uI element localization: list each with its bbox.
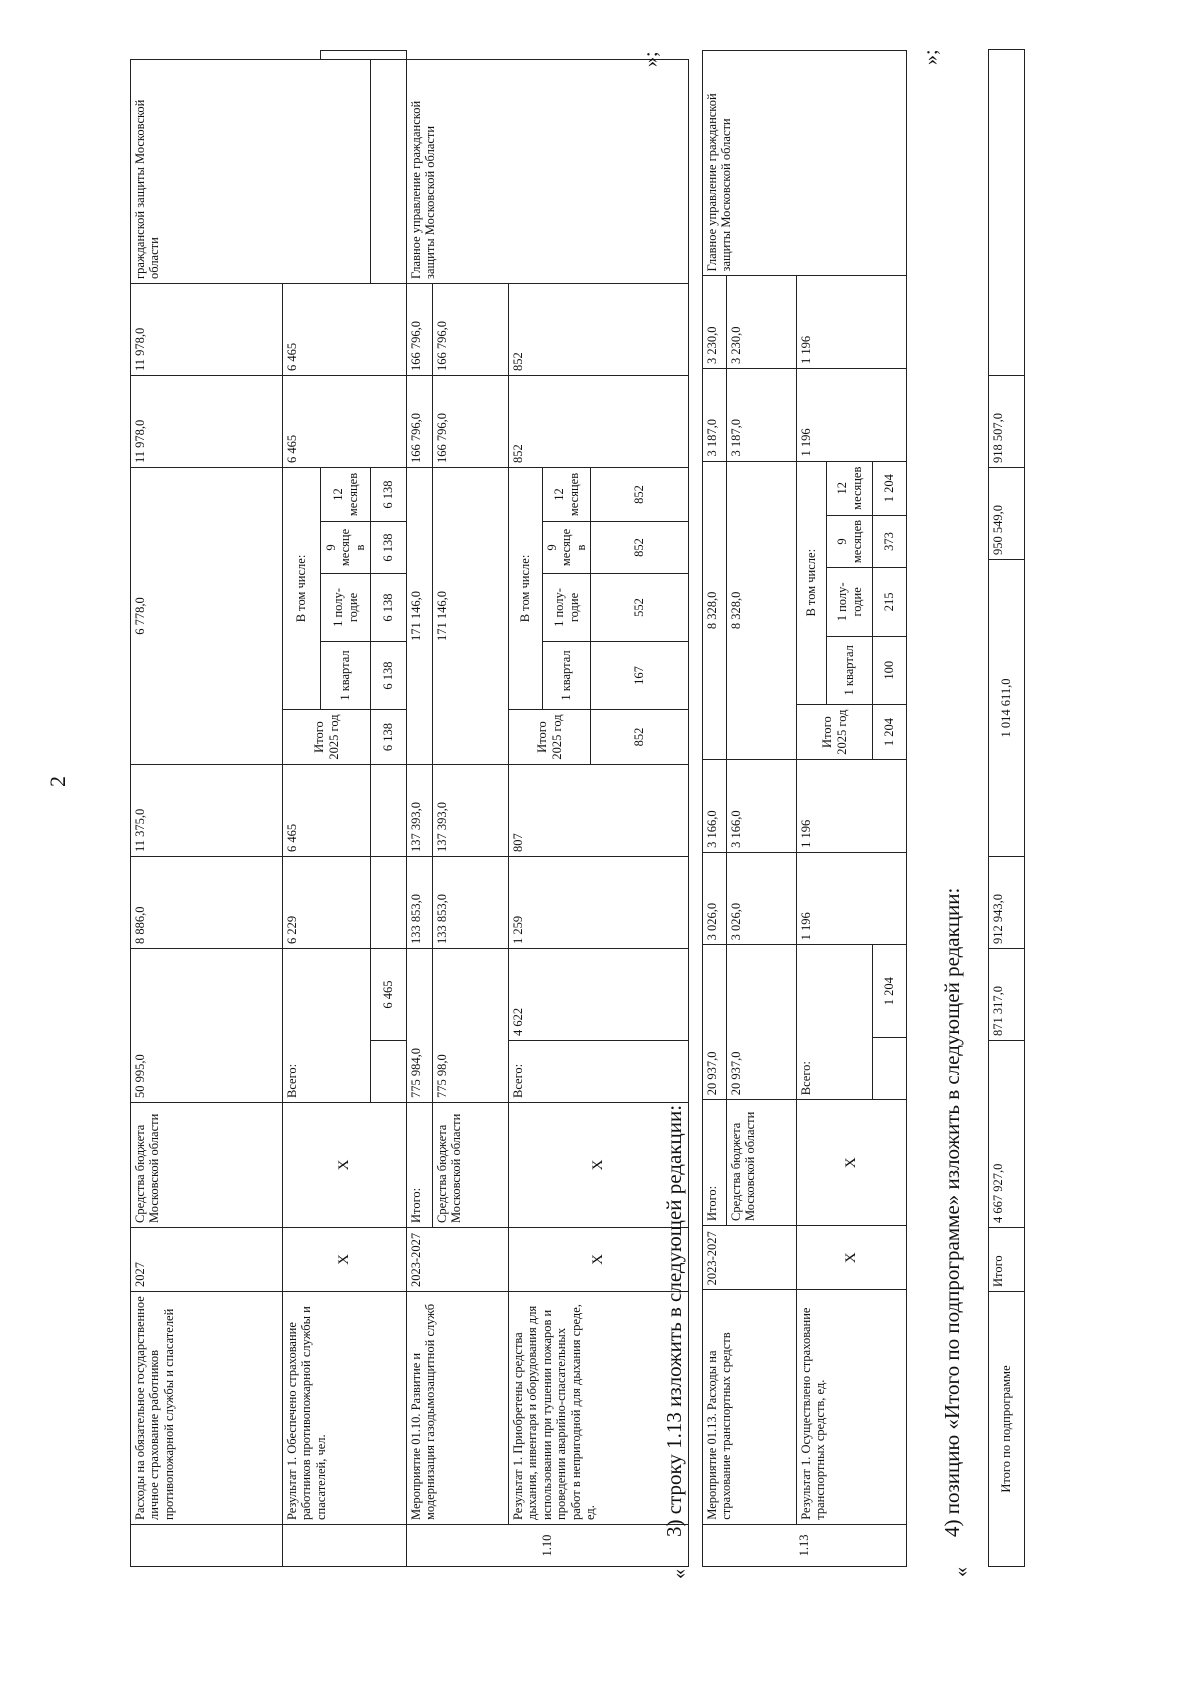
- value-2024: 133 853,0: [433, 857, 509, 949]
- result-2027: 6 465: [283, 375, 407, 467]
- value-2024: 3 026,0: [703, 852, 727, 945]
- q2-value: 552: [591, 574, 689, 642]
- source-cell: Средства бюджета Московской области: [131, 1103, 283, 1228]
- vtom-header: В том числе:: [283, 467, 321, 709]
- itogo-header: Итого 2025 год: [283, 710, 371, 765]
- total-sum: 4 667 927,0: [989, 1041, 1025, 1228]
- value-2025: 3 166,0: [727, 760, 797, 853]
- value-2026: 8 328,0: [727, 461, 797, 760]
- vtom-header: В том числе:: [797, 461, 827, 704]
- value-2026: 8 328,0: [703, 461, 727, 760]
- itogo-value: 852: [591, 710, 689, 765]
- q4-header: 12 месяцев: [543, 467, 591, 521]
- section-4-heading: 4) позицию «Итого по подпрограмме» изложить в следующей редакции:: [940, 887, 964, 1537]
- year-cell: 2023-2027: [703, 1226, 797, 1290]
- value-2027: 3 187,0: [703, 369, 727, 462]
- table-row: [989, 50, 1025, 1567]
- result-2025: 1 196: [797, 760, 907, 853]
- row-number: 1.10: [407, 1525, 689, 1567]
- value-total: 50 995,0: [131, 949, 283, 1103]
- itogo-label: Итого: [989, 1228, 1025, 1292]
- itogo-value: 1 204: [873, 704, 907, 759]
- q4-value: 852: [591, 467, 689, 521]
- year-cell: 2027: [131, 1228, 283, 1292]
- page-number: 2: [45, 776, 70, 787]
- x-mark: X: [509, 1103, 689, 1228]
- subprogram-total-label: Итого по подпрограмме: [989, 1292, 1025, 1567]
- x-mark: X: [797, 1226, 907, 1290]
- quote-open: «: [950, 1567, 972, 1577]
- value-total: 775 98,0: [433, 949, 509, 1103]
- value-2024: 8 886,0: [131, 857, 283, 949]
- q3-header: 9 месяцев: [827, 515, 873, 567]
- q4-value: 6 138: [371, 467, 407, 521]
- executor-cell: гражданской защиты Московской области: [131, 59, 371, 283]
- value-2026: 6 778,0: [131, 467, 283, 764]
- program-table-2: [702, 50, 907, 1567]
- row-number: 1.13: [703, 1524, 907, 1566]
- value-2028: 166 796,0: [407, 283, 433, 375]
- q1-value: 6 138: [371, 642, 407, 710]
- source-cell: Средства бюджета Московской области: [727, 1100, 797, 1226]
- q2-header: 1 полу-годие: [543, 574, 591, 642]
- value-2026: 171 146,0: [433, 467, 509, 764]
- value-total: 775 984,0: [407, 949, 433, 1103]
- total-value: 4 622: [509, 949, 689, 1041]
- quote-close: »;: [640, 51, 662, 67]
- value-2025: 3 166,0: [703, 760, 727, 853]
- quote-close: »;: [920, 49, 942, 65]
- result-name: Результат 1. Приобретены средства дыхания, инвентаря и оборудования для использовании при тушении пожаров и проведении аварийно-спасательных работ в непригодной для дыхания среде, ед.: [509, 1292, 689, 1525]
- vtom-header: В том числе:: [509, 467, 543, 709]
- year-cell: 2023-2027: [407, 1228, 509, 1292]
- value-2025: 11 375,0: [131, 765, 283, 857]
- program-table-1: [130, 50, 689, 1567]
- table-row: [407, 51, 433, 1567]
- result-name: Результат 1. Осуществлено страхование транспортных средств, ед.: [797, 1290, 907, 1524]
- x-mark: X: [797, 1100, 907, 1226]
- executor-cell: Главное управление гражданской защиты Московской области: [407, 59, 689, 283]
- table-row: [131, 51, 283, 1567]
- value-2024: 133 853,0: [407, 857, 433, 949]
- q3-header: 9 месяцев: [321, 522, 371, 574]
- total-2024: 871 317,0: [989, 949, 1025, 1041]
- total-value: 1 204: [873, 945, 907, 1038]
- value-2025: 137 393,0: [407, 765, 433, 857]
- q2-value: 215: [873, 568, 907, 636]
- value-2028: 11 978,0: [131, 283, 283, 375]
- expense-name: Расходы на обязательное государственное личное страхование работников противопожарной службы и спасателей: [131, 1292, 283, 1525]
- value-2025: 137 393,0: [433, 765, 509, 857]
- value-2028: 166 796,0: [433, 283, 509, 375]
- result-2024: 6 229: [283, 857, 371, 949]
- q4-header: 12 месяцев: [827, 461, 873, 515]
- q2-header: 1 полу-годие: [321, 574, 371, 642]
- q1-value: 167: [591, 642, 689, 710]
- total-label: Всего:: [797, 945, 873, 1100]
- value-2027: 11 978,0: [131, 375, 283, 467]
- result-name: Результат 1. Обеспечено страхование работников противопожарной службы и спасателей, чел.: [283, 1292, 407, 1525]
- x-mark: X: [283, 1228, 407, 1292]
- q3-header: 9 месяцев: [543, 522, 591, 574]
- q4-header: 12 месяцев: [321, 467, 371, 521]
- event-name: Мероприятие 01.13. Расходы на страхование транспортных средств: [703, 1290, 797, 1524]
- itogo-header: Итого 2025 год: [509, 710, 591, 765]
- total-2027: 950 549,0: [989, 468, 1025, 560]
- result-2024: 1 196: [797, 852, 907, 945]
- value-2027: 166 796,0: [407, 375, 433, 467]
- q1-value: 100: [873, 636, 907, 704]
- total-2028: 918 507,0: [989, 376, 1025, 468]
- q1-header: 1 квартал: [321, 642, 371, 710]
- value-total: 20 937,0: [703, 945, 727, 1100]
- total-value: 6 465: [371, 949, 407, 1041]
- total-label: Всего:: [509, 1041, 689, 1103]
- value-2026: 171 146,0: [407, 467, 433, 764]
- source-cell: Средства бюджета Московской области: [433, 1103, 509, 1228]
- value-2024: 3 026,0: [727, 852, 797, 945]
- result-2025: 6 465: [283, 765, 371, 857]
- quote-open: «: [668, 1569, 690, 1579]
- section-3-heading: 3) строку 1.13 изложить в следующей редакции:: [662, 1104, 686, 1537]
- result-2028: 852: [509, 283, 689, 375]
- q3-value: 373: [873, 515, 907, 567]
- executor-cell: Главное управление гражданской защиты Московской области: [703, 51, 907, 276]
- subprogram-total-table: [988, 49, 1025, 1567]
- itogo-value: 6 138: [371, 710, 407, 765]
- q3-value: 852: [591, 522, 689, 574]
- result-2025: 807: [509, 765, 689, 857]
- itogo-label: Итого:: [407, 1103, 433, 1228]
- table-row: [703, 51, 727, 1567]
- event-name: Мероприятие 01.10. Развитие и модернизация газодымозащитной служб: [407, 1292, 509, 1525]
- q2-value: 6 138: [371, 574, 407, 642]
- result-2028: 6 465: [283, 283, 407, 375]
- value-2027: 166 796,0: [433, 375, 509, 467]
- total-2025: 912 943,0: [989, 857, 1025, 949]
- itogo-header: Итого 2025 год: [797, 704, 873, 759]
- q2-header: 1 полу-годие: [827, 568, 873, 636]
- total-label: Всего:: [283, 949, 371, 1103]
- x-mark: X: [283, 1103, 407, 1228]
- value-total: 20 937,0: [727, 945, 797, 1100]
- x-mark: X: [509, 1228, 689, 1292]
- result-2027: 852: [509, 375, 689, 467]
- result-2028: 1 196: [797, 276, 907, 369]
- q4-value: 1 204: [873, 461, 907, 515]
- value-2027: 3 187,0: [727, 369, 797, 462]
- q3-value: 6 138: [371, 522, 407, 574]
- result-2027: 1 196: [797, 369, 907, 462]
- table-row: [797, 51, 827, 1567]
- result-2024: 1 259: [509, 857, 689, 949]
- q1-header: 1 квартал: [543, 642, 591, 710]
- value-2028: 3 230,0: [703, 276, 727, 369]
- total-2026: 1 014 611,0: [989, 560, 1025, 857]
- itogo-label: Итого:: [703, 1100, 727, 1226]
- q1-header: 1 квартал: [827, 636, 873, 704]
- value-2028: 3 230,0: [727, 276, 797, 369]
